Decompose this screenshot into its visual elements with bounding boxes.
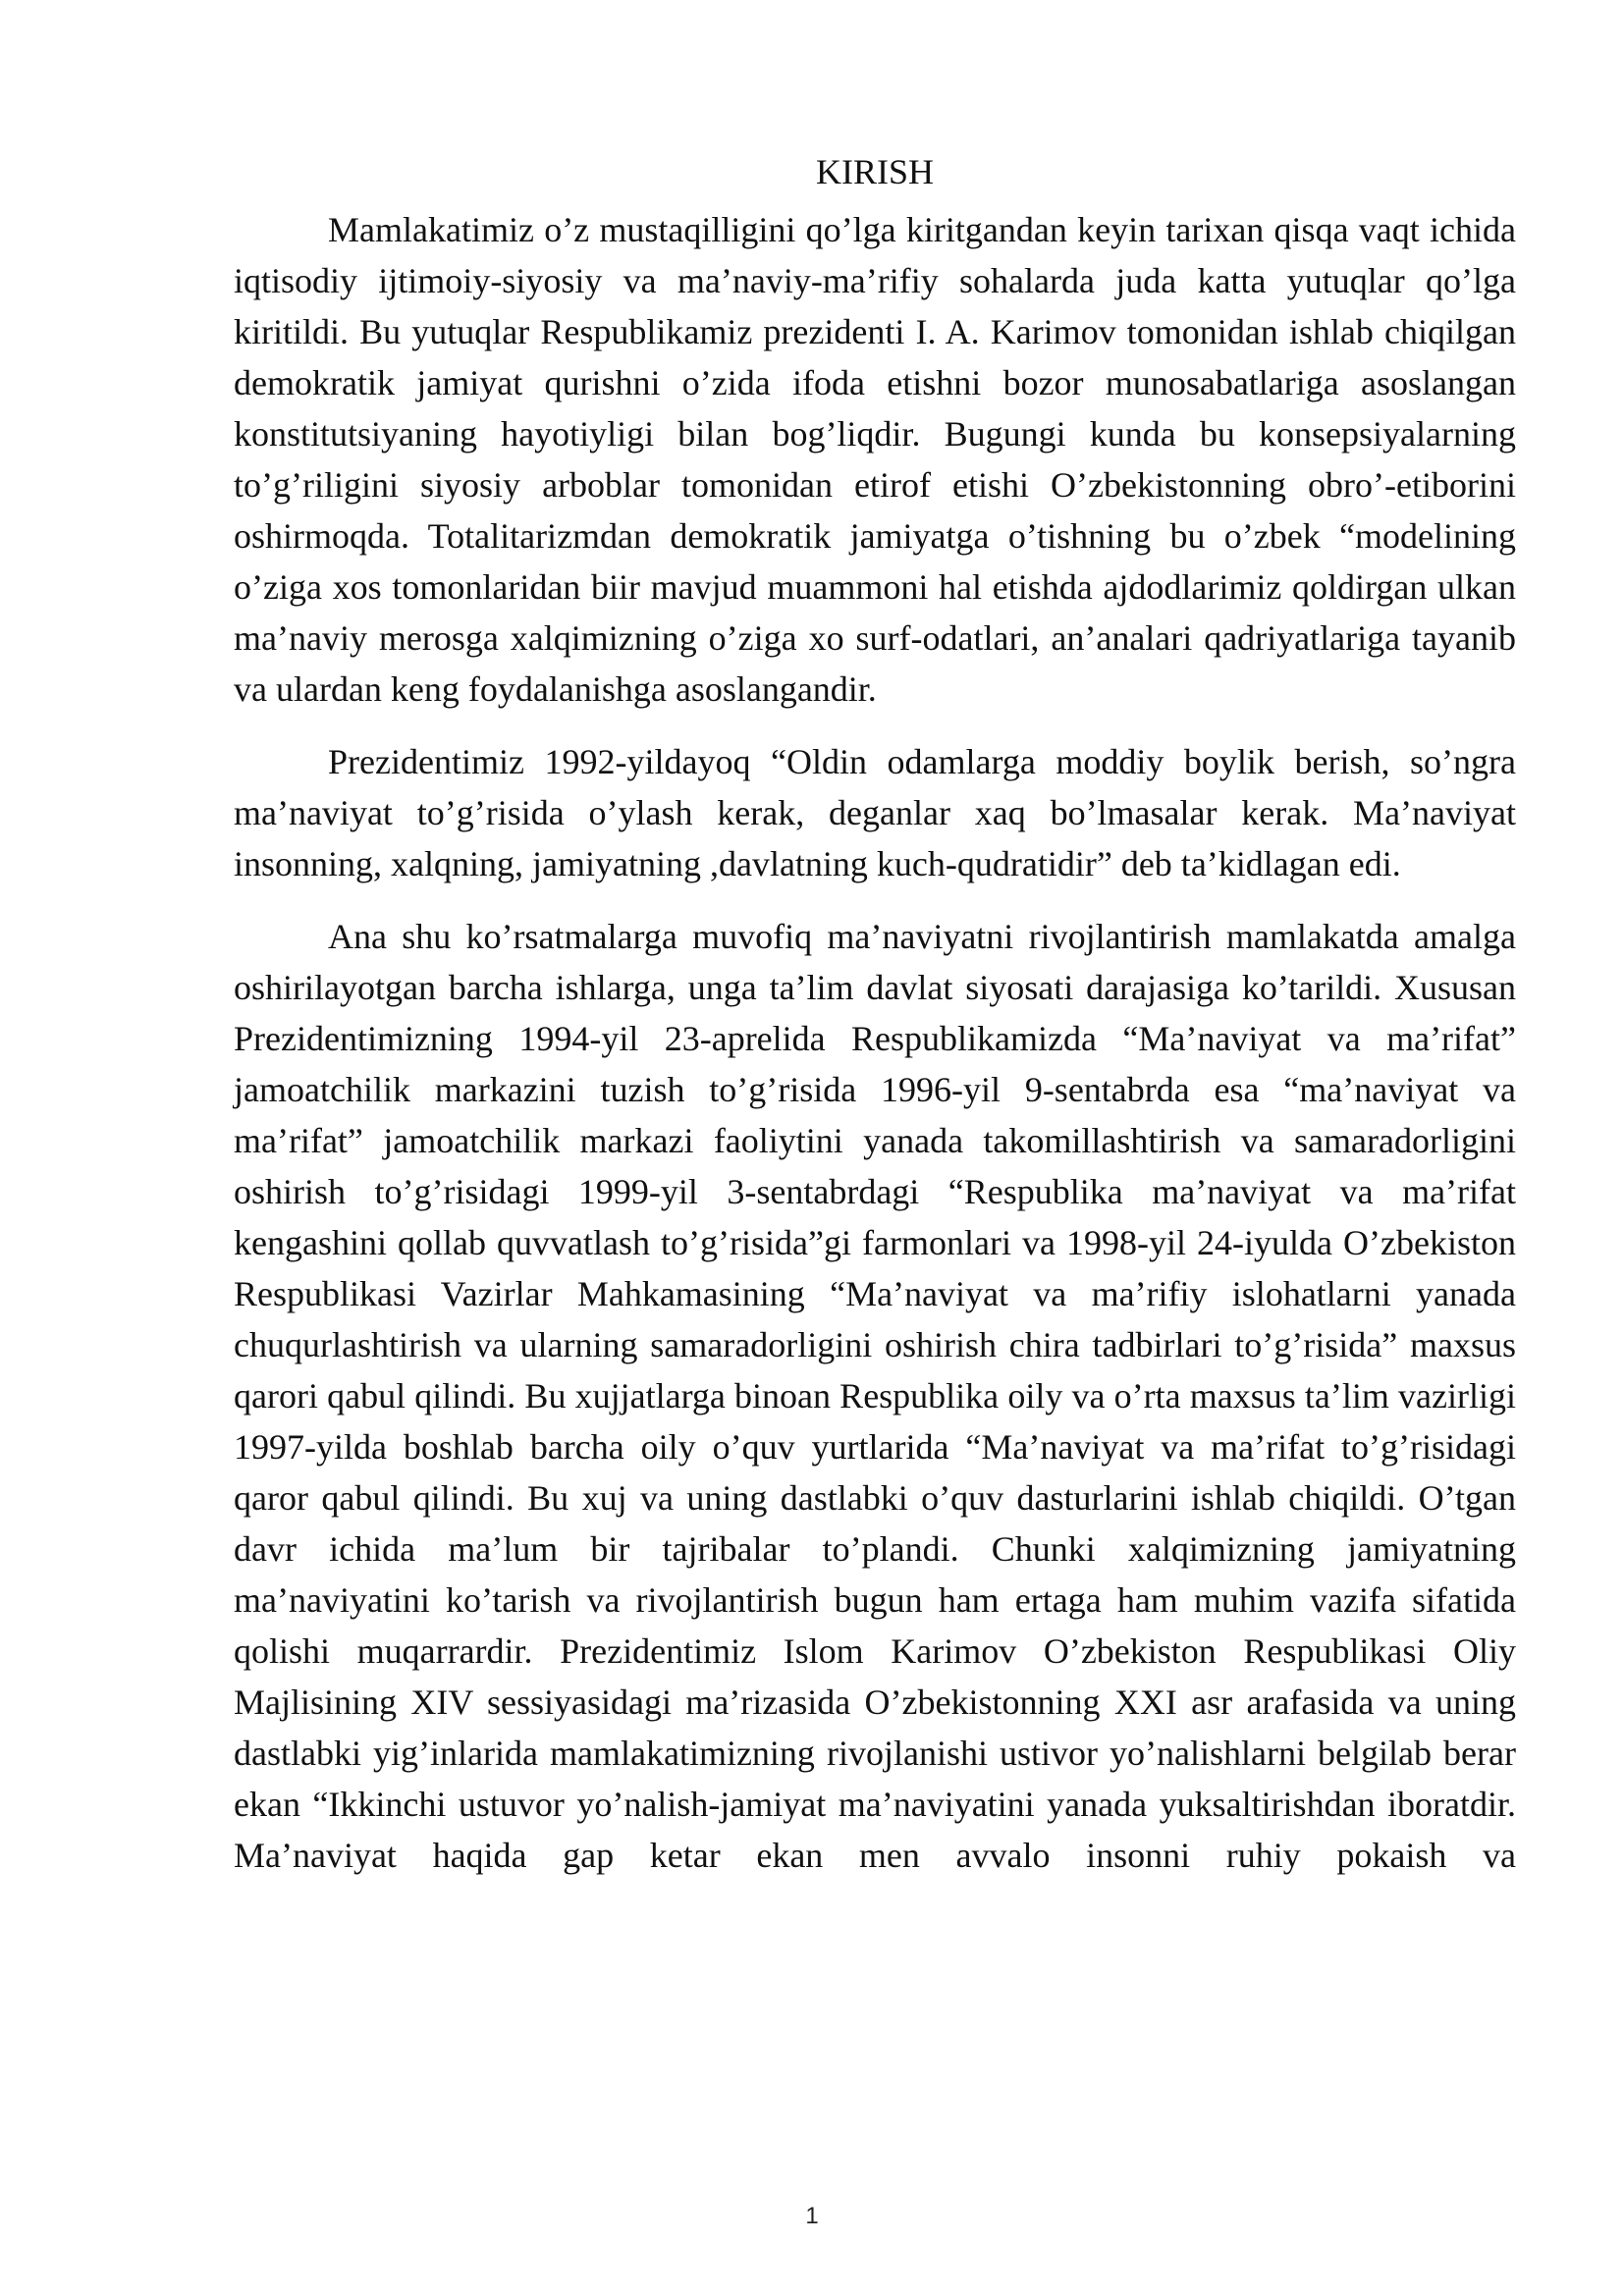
page-number: 1 xyxy=(805,2203,819,2229)
document-title: KIRISH xyxy=(815,152,934,191)
document-body xyxy=(234,147,1516,1902)
paragraph-intro: Mamlakatimiz o’z mustaqilligini qo’lga kiritgandan keyin tarixan qisqa vaqt ichida iqtisodiy ijtimoiy-siyosiy va ma’naviy-ma’rifiy sohalarda juda katta yutuqlar qo’lga kiritildi. Bu yutuqlar Respublikamiz prezidenti I. A. Karimov tomonidan ishlab chiqilgan demokratik jamiyat qurishni o’zida ifoda etishni bozor munosabatlariga asoslangan konstitutsiyaning hayotiyligi bilan bog’liqdir. Bugungi kunda bu konsepsiyalarning to’g’riligini siyosiy arboblar tomonidan etirof etishi O’zbekistonning obro’-etiborini oshirmoqda. Totalitarizmdan demokratik jamiyatga o’tishning bu o’zbek “modelining o’ziga xos tomonlaridan biir mavjud muammoni hal etishda ajdodlarimiz qoldirgan ulkan ma’naviy merosga xalqimizning o’ziga xo surf-odatlari, an’analari qadriyatlariga tayanib va ulardan keng foydalanishga asoslangandir. xyxy=(234,210,1516,709)
paragraph-president-quote: Prezidentimiz 1992-yildayoq “Oldin odamlarga moddiy boylik berish, so’ngra ma’naviyat to’g’risida o’ylash kerak, deganlar xaq bo’lmasalar kerak. Ma’naviyat insonning, xalqning, jamiyatning ,davlatning kuch-qudratidir” deb ta’kidlagan edi. xyxy=(234,742,1516,883)
paragraph-decrees: Ana shu ko’rsatmalarga muvofiq ma’naviyatni rivojlantirish mamlakatda amalga oshirilayotgan barcha ishlarga, unga ta’lim davlat siyosati darajasiga ko’tarildi. Xususan Prezidentimizning 1994-yil 23-aprelida Respublikamizda “Ma’naviyat va ma’rifat” jamoatchilik markazini tuzish to’g’risida 1996-yil 9-sentabrda esa “ma’naviyat va ma’rifat” jamoatchilik markazi faoliytini yanada takomillashtirish va samaradorligini oshirish to’g’risidagi 1999-yil 3-sentabrdagi “Respublika ma’naviyat va ma’rifat kengashini qollab quvvatlash to’g’risida”gi farmonlari va 1998-yil 24-iyulda O’zbekiston Respublikasi Vazirlar Mahkamasining “Ma’naviyat va ma’rifiy islohatlarni yanada chuqurlashtirish va ularning samaradorligini oshirish chira tadbirlari to’g’risida” maxsus qarori qabul qilindi. Bu xujjatlarga binoan Respublika oily va o’rta maxsus ta’lim vazirligi 1997-yilda boshlab barcha oily o’quv yurtlarida “Ma’naviyat va ma’rifat to’g’risidagi qaror qabul qilindi. Bu xuj va uning dastlabki o’quv dasturlarini ishlab chiqildi. O’tgan davr ichida ma’lum bir tajribalar to’plandi. Chunki xalqimizning jamiyatning ma’naviyatini ko’tarish va rivojlantirish bugun ham ertaga ham muhim vazifa sifatida qolishi muqarrardir. Prezidentimiz Islom Karimov O’zbekiston Respublikasi Oliy Majlisining XIV sessiyasidagi ma’rizasida O’zbekistonning XXI asr arafasida va uning dastlabki yig’inlarida mamlakatimizning rivojlanishi ustivor yo’nalishlarni belgilab berar ekan “Ikkinchi ustuvor yo’nalish-jamiyat ma’naviyatini yanada yuksaltirishdan iboratdir. Ma’naviyat haqida gap ketar ekan men avvalo insonni ruhiy pokaish va xyxy=(234,917,1516,1875)
